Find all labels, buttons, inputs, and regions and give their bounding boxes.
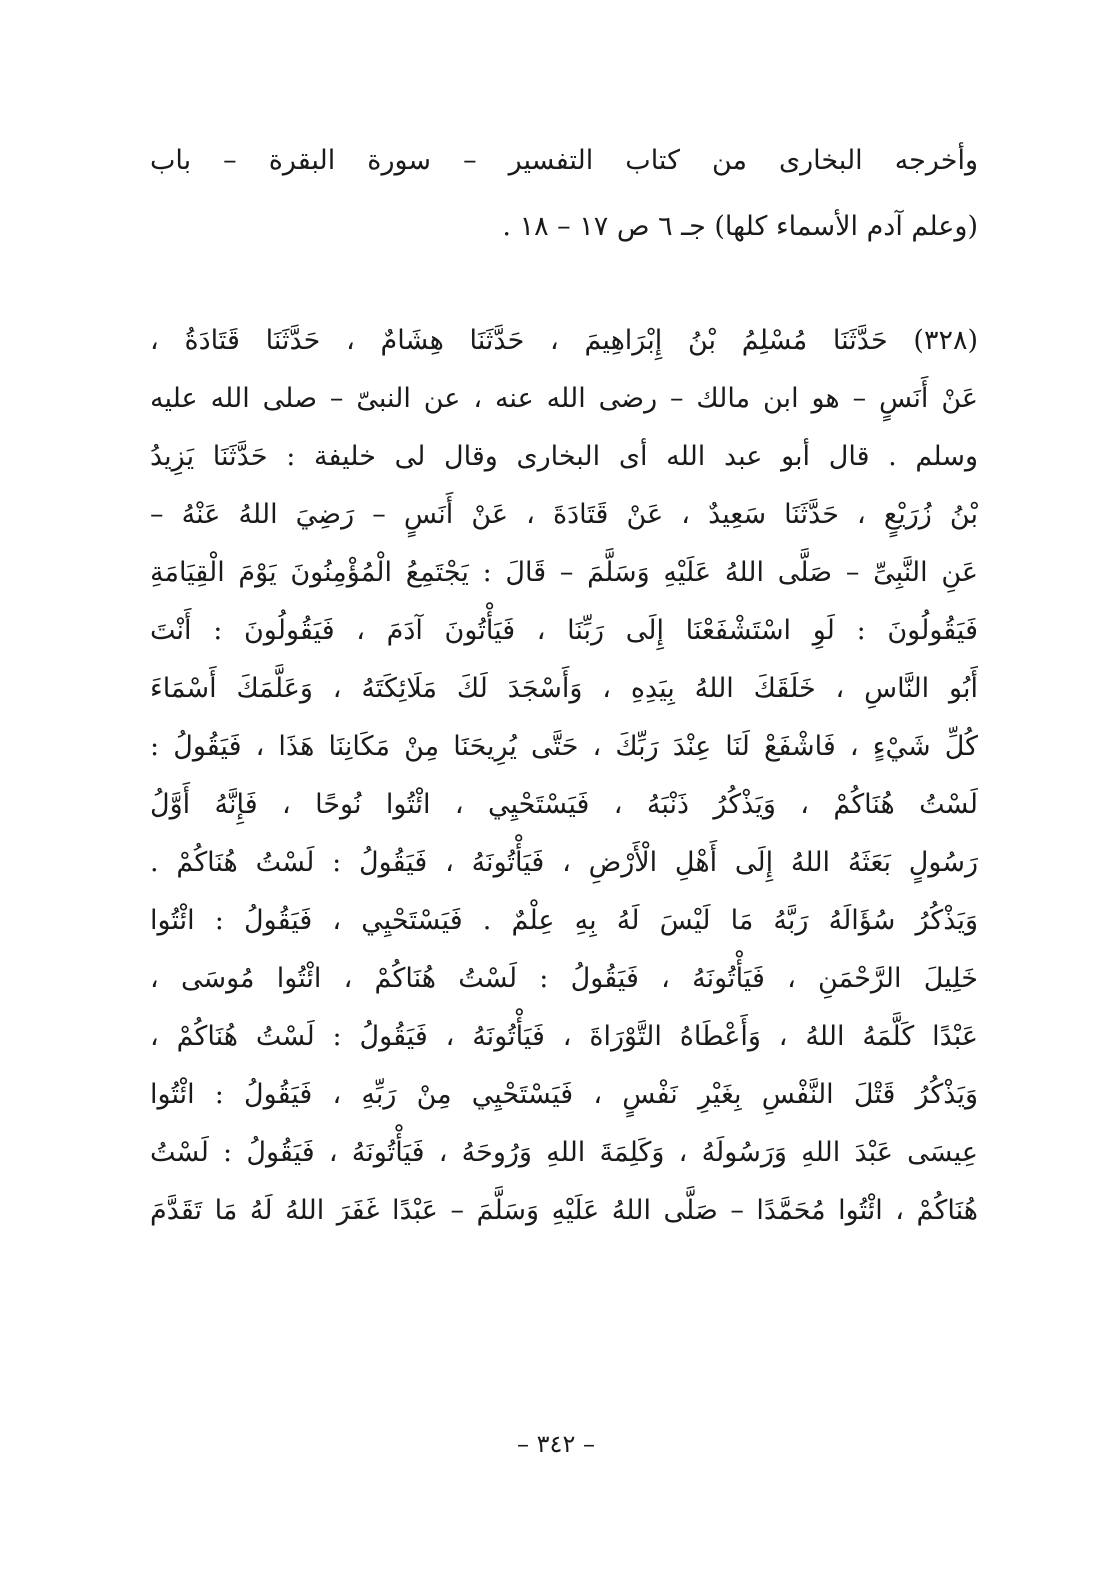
text-line: هُنَاكُمْ ، ائْتُوا مُحَمَّدًا – صَلَّى اللهُ عَلَيْهِ وَسَلَّمَ – عَبْدًا غَفَرَ اللهُ لَهُ مَا تَقَدَّمَ [150, 1195, 978, 1226]
text-line: أَبُو النَّاسِ ، خَلَقَكَ اللهُ بِيَدِهِ ، وَأَسْجَدَ لَكَ مَلَائِكَتَهُ ، وَعَلَّمَكَ أَسْمَاءَ [150, 673, 978, 704]
text-line: بْنُ زُرَيْعٍ ، حَدَّثَنَا سَعِيدٌ ، عَنْ قَتَادَةَ ، عَنْ أَنَسٍ – رَضِيَ اللهُ عَنْهُ – [150, 499, 978, 530]
text-line: وَيَذْكُرُ قَتْلَ النَّفْسِ بِغَيْرِ نَفْسٍ ، فَيَسْتَحْيِي مِنْ رَبِّهِ ، فَيَقُولُ : ائْتُوا [150, 1079, 978, 1110]
text-line: (وعلم آدم الأسماء كلها) جـ ٦ ص ١٧ – ١٨ . [502, 211, 978, 242]
text-line: خَلِيلَ الرَّحْمَنِ ، فَيَأْتُونَهُ ، فَيَقُولُ : لَسْتُ هُنَاكُمْ ، ائْتُوا مُوسَى ، [150, 963, 978, 994]
page-number: – ٣٤٢ – [517, 1430, 595, 1458]
text-line: وَيَذْكُرُ سُؤَالَهُ رَبَّهُ مَا لَيْسَ لَهُ بِهِ عِلْمٌ . فَيَسْتَحْيِي ، فَيَقُولُ : ائْتُوا [150, 905, 978, 936]
text-line: عِيسَى عَبْدَ اللهِ وَرَسُولَهُ ، وَكَلِمَةَ اللهِ وَرُوحَهُ ، فَيَأْتُونَهُ ، فَيَقُولُ : لَسْتُ [150, 1137, 978, 1168]
text-line: عَبْدًا كَلَّمَهُ اللهُ ، وَأَعْطَاهُ التَّوْرَاةَ ، فَيَأْتُونَهُ ، فَيَقُولُ : لَسْتُ هُنَاكُمْ ، [150, 1021, 978, 1052]
text-line: عَنْ أَنَسٍ – هو ابن مالك – رضى الله عنه ، عن النبىّ – صلى الله عليه [150, 383, 978, 414]
intro-paragraph [150, 128, 978, 260]
text-line: لَسْتُ هُنَاكُمْ ، وَيَذْكُرُ ذَنْبَهُ ، فَيَسْتَحْيِي ، ائْتُوا نُوحًا ، فَإِنَّهُ أَوَّلُ [150, 789, 978, 820]
text-line: (٣٢٨) حَدَّثَنَا مُسْلِمُ بْنُ إِبْرَاهِيمَ ، حَدَّثَنَا هِشَامٌ ، حَدَّثَنَا قَتَادَةُ ، [150, 325, 978, 356]
hadith-paragraph [150, 312, 978, 1240]
text-line: وأخرجه البخارى من كتاب التفسير – سورة البقرة – باب [150, 145, 978, 176]
text-line: فَيَقُولُونَ : لَوِ اسْتَشْفَعْنَا إِلَى رَبِّنَا ، فَيَأْتُونَ آدَمَ ، فَيَقُولُونَ : أَنْتَ [150, 615, 978, 646]
text-line: وسلم . قال أبو عبد الله أى البخارى وقال لى خليفة : حَدَّثَنَا يَزِيدُ [150, 441, 978, 472]
text-line: كُلِّ شَيْءٍ ، فَاشْفَعْ لَنَا عِنْدَ رَبِّكَ ، حَتَّى يُرِيحَنَا مِنْ مَكَانِنَا هَذَا ، فَيَقُولُ : [150, 731, 978, 762]
text-line: رَسُولٍ بَعَثَهُ اللهُ إِلَى أَهْلِ الْأَرْضِ ، فَيَأْتُونَهُ ، فَيَقُولُ : لَسْتُ هُنَاكُمْ . [150, 847, 978, 878]
text-line: عَنِ النَّبِىِّ – صَلَّى اللهُ عَلَيْهِ وَسَلَّمَ – قَالَ : يَجْتَمِعُ الْمُؤْمِنُونَ يَوْمَ الْقِيَامَةِ [150, 557, 978, 588]
